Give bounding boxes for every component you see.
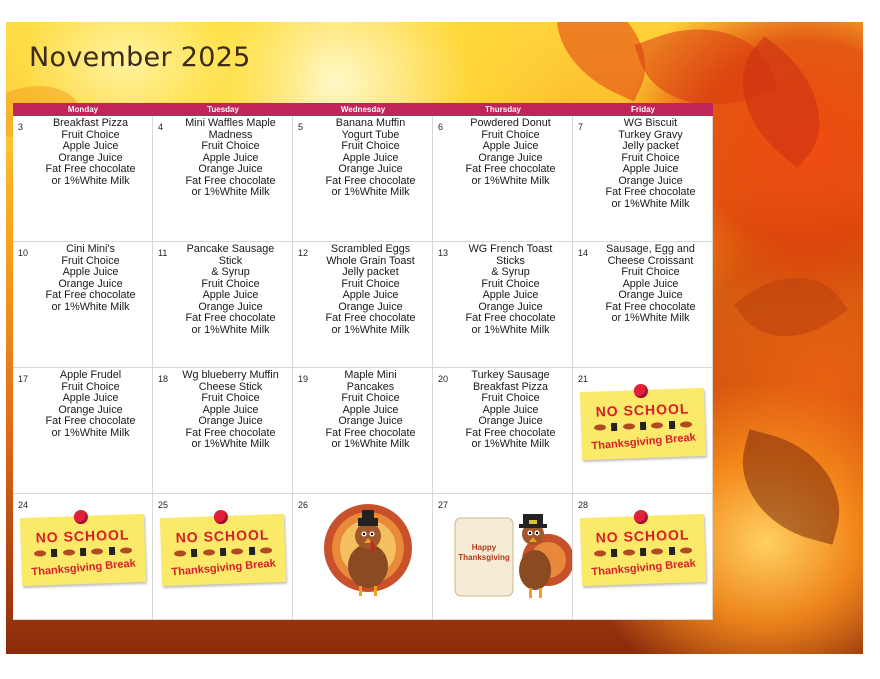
menu-item: Turkey Sausage bbox=[471, 369, 550, 381]
calendar-day-cell bbox=[293, 368, 433, 494]
menu-item: & Syrup bbox=[211, 266, 250, 278]
day-number: 26 bbox=[298, 500, 309, 510]
menu-item: Apple Juice bbox=[342, 403, 399, 416]
calendar-day-cell bbox=[573, 242, 713, 368]
menu-item: Pancake Sausage bbox=[186, 243, 275, 255]
turkey-illustration bbox=[313, 498, 423, 608]
day-number: 14 bbox=[578, 248, 589, 258]
menu-item: or 1%White Milk bbox=[611, 197, 690, 210]
calendar-day-cell bbox=[153, 494, 293, 620]
calendar-day-cell bbox=[293, 242, 433, 368]
menu-item: Fruit Choice bbox=[201, 277, 260, 290]
menu-item: Fat Free chocolate bbox=[465, 163, 556, 175]
menu-item: Fat Free chocolate bbox=[185, 426, 276, 439]
menu-item: Sausage, Egg and bbox=[606, 243, 695, 255]
menu-item: Fruit Choice bbox=[481, 392, 540, 404]
menu-item: Fat Free chocolate bbox=[605, 186, 696, 198]
day-number: 12 bbox=[298, 248, 309, 258]
menu-item: Apple Frudel bbox=[59, 369, 122, 381]
menu-list bbox=[173, 370, 288, 451]
menu-item: Fruit Choice bbox=[61, 380, 120, 393]
calendar-day-cell bbox=[153, 242, 293, 368]
menu-item: or 1%White Milk bbox=[471, 323, 550, 336]
menu-item: Orange Juice bbox=[198, 415, 263, 427]
weekday-header: Tuesday bbox=[207, 105, 239, 114]
menu-item: or 1%White Milk bbox=[191, 186, 270, 198]
weekday-header-row bbox=[13, 103, 713, 116]
menu-item: Fruit Choice bbox=[481, 128, 540, 141]
no-school-label: NO SCHOOL bbox=[175, 526, 270, 546]
menu-item: Orange Juice bbox=[478, 415, 543, 427]
menu-item: Fruit Choice bbox=[61, 128, 120, 141]
menu-item: Apple Juice bbox=[622, 163, 679, 175]
menu-item: Apple Juice bbox=[62, 266, 119, 278]
weekday-header: Friday bbox=[630, 105, 655, 114]
menu-item: Orange Juice bbox=[618, 174, 683, 187]
menu-item: Apple Juice bbox=[622, 277, 679, 290]
menu-item: Apple Juice bbox=[482, 140, 539, 152]
menu-item: Fat Free chocolate bbox=[45, 163, 136, 175]
no-school-label: NO SCHOOL bbox=[595, 400, 690, 420]
menu-item: Whole Grain Toast bbox=[326, 254, 415, 267]
menu-item: Fat Free chocolate bbox=[325, 426, 416, 439]
menu-item: Fat Free chocolate bbox=[185, 174, 276, 187]
weekday-header: Thursday bbox=[484, 105, 521, 114]
calendar-day-cell bbox=[293, 494, 433, 620]
menu-item: Turkey Gravy bbox=[618, 128, 683, 141]
menu-list bbox=[453, 244, 568, 336]
menu-item: Breakfast Pizza bbox=[472, 380, 548, 393]
menu-item: or 1%White Milk bbox=[471, 174, 550, 187]
menu-list bbox=[33, 244, 148, 313]
menu-list bbox=[453, 370, 568, 451]
day-number: 6 bbox=[438, 122, 444, 132]
calendar-day-cell bbox=[573, 116, 713, 242]
menu-item: Fruit Choice bbox=[201, 392, 260, 404]
menu-item: Fruit Choice bbox=[341, 140, 400, 152]
day-number: 4 bbox=[158, 122, 164, 132]
no-school-sticky-note bbox=[580, 514, 706, 586]
thanksgiving-break-label: Thanksgiving Break bbox=[591, 557, 697, 579]
menu-item: Mini Waffles Maple bbox=[185, 117, 276, 129]
menu-item: or 1%White Milk bbox=[51, 174, 130, 187]
day-number: 21 bbox=[578, 374, 589, 384]
menu-item: WG Biscuit bbox=[623, 117, 678, 129]
no-school-sticky-note bbox=[20, 514, 146, 586]
calendar-day-cell bbox=[433, 116, 573, 242]
menu-item: or 1%White Milk bbox=[611, 312, 690, 324]
day-number: 3 bbox=[18, 122, 24, 132]
menu-item: Apple Juice bbox=[342, 289, 399, 301]
menu-item: Cheese Croissant bbox=[607, 254, 694, 267]
calendar-table bbox=[13, 103, 713, 620]
pie-border-decoration bbox=[31, 546, 135, 558]
menu-list bbox=[313, 118, 428, 199]
day-number: 7 bbox=[578, 122, 584, 132]
day-number: 20 bbox=[438, 374, 449, 384]
calendar-day-cell bbox=[433, 242, 573, 368]
menu-item: Fat Free chocolate bbox=[605, 300, 696, 313]
menu-item: Fruit Choice bbox=[481, 277, 540, 290]
menu-item: or 1%White Milk bbox=[331, 438, 410, 450]
sign-text: Happy bbox=[471, 543, 497, 552]
menu-item: Powdered Donut bbox=[470, 117, 551, 129]
pushpin-icon bbox=[74, 510, 88, 524]
calendar-day-cell bbox=[13, 368, 153, 494]
menu-list bbox=[593, 118, 708, 210]
menu-item: Fruit Choice bbox=[61, 254, 120, 267]
menu-item: Fat Free chocolate bbox=[465, 312, 556, 324]
calendar-day-cell bbox=[153, 368, 293, 494]
menu-item: Apple Juice bbox=[202, 289, 259, 301]
menu-item: or 1%White Milk bbox=[331, 186, 410, 198]
menu-item: Apple Juice bbox=[62, 140, 119, 152]
menu-item: Apple Juice bbox=[62, 392, 119, 404]
menu-item: Fat Free chocolate bbox=[45, 289, 136, 301]
menu-item: Orange Juice bbox=[58, 403, 123, 416]
menu-item: Fat Free chocolate bbox=[325, 312, 416, 324]
menu-item: or 1%White Milk bbox=[191, 323, 270, 336]
menu-list bbox=[313, 244, 428, 336]
menu-list bbox=[313, 370, 428, 451]
thanksgiving-break-label: Thanksgiving Break bbox=[591, 431, 697, 453]
pie-border-decoration bbox=[591, 546, 695, 558]
menu-item: Breakfast Pizza bbox=[52, 117, 128, 129]
menu-list bbox=[33, 370, 148, 439]
no-school-label: NO SCHOOL bbox=[35, 526, 130, 546]
calendar-day-cell bbox=[13, 494, 153, 620]
menu-item: Orange Juice bbox=[338, 415, 403, 427]
calendar-day-cell bbox=[433, 368, 573, 494]
calendar-day-cell bbox=[433, 494, 573, 620]
day-number: 25 bbox=[158, 500, 169, 510]
day-number: 19 bbox=[298, 374, 309, 384]
day-number: 5 bbox=[298, 122, 304, 132]
calendar-title: November 2025 bbox=[29, 42, 251, 73]
menu-item: Fruit Choice bbox=[341, 277, 400, 290]
menu-list bbox=[173, 244, 288, 336]
day-number: 24 bbox=[18, 500, 29, 510]
calendar-day-cell bbox=[153, 116, 293, 242]
menu-item: Orange Juice bbox=[618, 289, 683, 301]
menu-item: Sticks bbox=[496, 254, 525, 267]
menu-item: WG French Toast bbox=[468, 243, 553, 255]
menu-item: Apple Juice bbox=[342, 151, 399, 164]
calendar-day-cell bbox=[573, 494, 713, 620]
no-school-sticky-note bbox=[160, 514, 286, 586]
day-number: 13 bbox=[438, 248, 449, 258]
menu-item: Orange Juice bbox=[338, 163, 403, 175]
pushpin-icon bbox=[634, 510, 648, 524]
day-number: 10 bbox=[18, 248, 29, 258]
pie-border-decoration bbox=[171, 546, 275, 558]
menu-item: Jelly packet bbox=[622, 140, 679, 152]
weekday-header: Wednesday bbox=[340, 105, 386, 114]
menu-list bbox=[453, 118, 568, 187]
menu-item: Pancakes bbox=[346, 380, 395, 393]
day-number: 28 bbox=[578, 500, 589, 510]
menu-item: Orange Juice bbox=[478, 151, 543, 164]
menu-item: Apple Juice bbox=[202, 403, 259, 416]
menu-item: & Syrup bbox=[491, 266, 530, 278]
menu-item: Fruit Choice bbox=[621, 266, 680, 278]
weekday-header: Monday bbox=[67, 105, 99, 114]
menu-item: Maple Mini bbox=[344, 369, 397, 381]
pilgrim-turkey-illustration bbox=[453, 498, 563, 608]
calendar-grid bbox=[13, 116, 713, 620]
menu-item: Fruit Choice bbox=[201, 140, 260, 152]
menu-item: Fat Free chocolate bbox=[465, 426, 556, 439]
no-school-sticky-note bbox=[580, 388, 706, 460]
menu-item: Orange Juice bbox=[478, 300, 543, 313]
calendar-day-cell bbox=[13, 242, 153, 368]
sign-text: Thanksgiving bbox=[458, 553, 510, 562]
menu-list bbox=[173, 118, 288, 199]
menu-item: Fruit Choice bbox=[621, 151, 680, 164]
pie-border-decoration bbox=[591, 420, 695, 432]
autumn-leaf-decoration bbox=[726, 429, 856, 544]
menu-item: Fat Free chocolate bbox=[185, 312, 276, 324]
calendar-day-cell bbox=[293, 116, 433, 242]
menu-item: Apple Juice bbox=[482, 403, 539, 416]
menu-item: or 1%White Milk bbox=[471, 438, 550, 450]
menu-item: Stick bbox=[218, 254, 243, 267]
menu-item: or 1%White Milk bbox=[331, 323, 410, 336]
autumn-leaf-decoration bbox=[734, 253, 848, 362]
calendar-poster bbox=[6, 22, 863, 654]
menu-item: Wg blueberry Muffin bbox=[182, 369, 279, 381]
pushpin-icon bbox=[634, 384, 648, 398]
day-number: 11 bbox=[158, 248, 168, 258]
menu-item: Orange Juice bbox=[198, 163, 263, 175]
menu-item: Banana Muffin bbox=[335, 117, 406, 129]
menu-item: Fat Free chocolate bbox=[325, 174, 416, 187]
menu-item: Orange Juice bbox=[338, 300, 403, 313]
calendar-day-cell bbox=[573, 368, 713, 494]
menu-item: Cini Mini's bbox=[66, 243, 115, 255]
menu-list bbox=[593, 244, 708, 325]
calendar-day-cell bbox=[13, 116, 153, 242]
menu-item: Apple Juice bbox=[482, 289, 539, 301]
menu-item: Yogurt Tube bbox=[341, 128, 400, 141]
menu-item: Orange Juice bbox=[58, 277, 123, 290]
menu-item: Fruit Choice bbox=[341, 392, 400, 404]
menu-item: Madness bbox=[208, 128, 253, 141]
menu-item: Cheese Stick bbox=[198, 380, 263, 393]
day-number: 18 bbox=[158, 374, 169, 384]
menu-item: Jelly packet bbox=[342, 266, 399, 278]
menu-item: Apple Juice bbox=[202, 151, 259, 164]
menu-item: or 1%White Milk bbox=[51, 300, 130, 313]
day-number: 27 bbox=[438, 500, 449, 510]
thanksgiving-break-label: Thanksgiving Break bbox=[31, 557, 137, 579]
menu-item: Orange Juice bbox=[58, 151, 123, 164]
pushpin-icon bbox=[214, 510, 228, 524]
menu-list bbox=[33, 118, 148, 187]
menu-item: Scrambled Eggs bbox=[330, 243, 411, 255]
no-school-label: NO SCHOOL bbox=[595, 526, 690, 546]
menu-item: or 1%White Milk bbox=[191, 438, 270, 450]
menu-item: Orange Juice bbox=[198, 300, 263, 313]
day-number: 17 bbox=[18, 374, 29, 384]
menu-item: Fat Free chocolate bbox=[45, 415, 136, 427]
menu-item: or 1%White Milk bbox=[51, 426, 130, 439]
thanksgiving-break-label: Thanksgiving Break bbox=[171, 557, 277, 579]
